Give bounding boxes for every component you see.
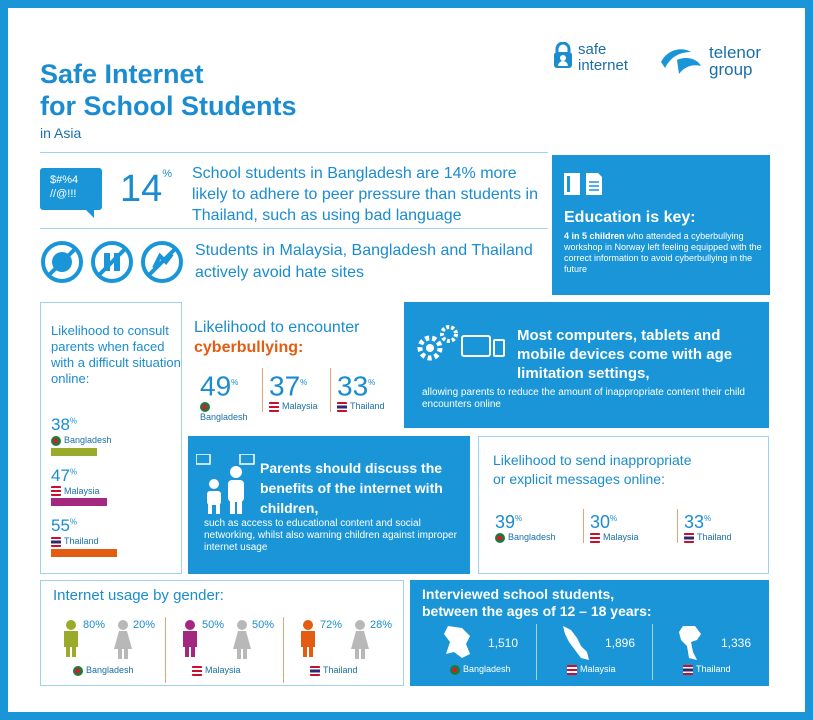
male-person-icon	[61, 619, 81, 659]
malaysia-flag-icon	[192, 666, 202, 676]
thailand-flag-icon	[683, 665, 693, 675]
gender-title: Internet usage by gender:	[53, 587, 224, 604]
gender-country	[310, 665, 358, 676]
bangladesh-flag-icon	[495, 533, 505, 543]
consult-country-name: Thailand	[64, 536, 99, 547]
explicit-country-name: Thailand	[697, 532, 732, 542]
education-bold: 4 in 5 children	[564, 231, 625, 241]
bubble-line-1: $#%4	[50, 174, 79, 186]
interviewed-panel	[410, 580, 769, 686]
malaysia-flag-icon	[269, 402, 279, 412]
cyberbullying-number: 37	[269, 370, 301, 402]
peer-pressure-number: 14	[120, 168, 163, 210]
explicit-number: 33	[684, 512, 705, 532]
cyberbullying-number: 49	[200, 370, 232, 402]
consult-value	[51, 415, 171, 435]
consult-country-name: Malaysia	[64, 485, 100, 496]
consult-country	[51, 435, 171, 446]
explicit-country-name: Malaysia	[603, 532, 639, 542]
cyberbullying-item	[262, 368, 324, 412]
consult-panel	[40, 302, 182, 574]
divider	[40, 152, 548, 153]
bangladesh-flag-icon	[200, 402, 210, 412]
malaysia-flag-icon	[590, 533, 600, 543]
age-limit-panel	[404, 302, 769, 428]
explicit-item	[583, 509, 671, 543]
thailand-flag-icon	[337, 402, 347, 412]
interviewed-list	[410, 624, 769, 680]
divider	[40, 228, 548, 229]
logo2-line1: telenor	[709, 43, 761, 62]
explicit-country	[590, 532, 671, 543]
consult-unit: %	[69, 517, 78, 527]
consult-number: 38	[51, 415, 70, 434]
explicit-list	[489, 509, 769, 557]
thailand-flag-icon	[310, 666, 320, 676]
cyberbullying-item	[330, 368, 392, 412]
female-person-icon	[113, 619, 133, 659]
page-subtitle: in Asia	[40, 125, 82, 141]
consult-number: 55	[51, 516, 70, 536]
consult-item	[51, 415, 171, 456]
title-line-1: Safe Internet	[40, 59, 204, 89]
discuss-panel	[188, 436, 470, 574]
explicit-item	[489, 509, 577, 543]
page-title	[40, 58, 297, 122]
consult-bar	[51, 549, 117, 557]
female-person-icon	[232, 619, 252, 659]
logo1-line1: safe	[578, 41, 607, 58]
interviewed-country-name: Thailand	[696, 664, 731, 674]
interviewed-country-name: Bangladesh	[463, 664, 511, 674]
interviewed-country	[450, 664, 511, 675]
thailand-flag-icon	[684, 533, 694, 543]
explicit-unit: %	[610, 514, 618, 523]
bangladesh-flag-icon	[51, 436, 61, 446]
logo2-line2: group	[709, 60, 753, 79]
cyberbullying-unit: %	[300, 378, 308, 387]
hate-sites-icons	[40, 240, 186, 289]
gender-item	[47, 617, 159, 683]
speech-bubble-icon	[40, 168, 102, 210]
gender-country	[192, 665, 241, 676]
peer-pressure-unit: %	[162, 168, 173, 180]
interviewed-value: 1,336	[721, 636, 752, 650]
bubble-line-2: //@!!!	[50, 188, 77, 200]
bangladesh-flag-icon	[73, 666, 83, 676]
interviewed-item	[652, 624, 762, 680]
consult-unit: %	[69, 416, 78, 426]
logo1-line2: internet	[578, 57, 629, 74]
malaysia-map-icon	[557, 624, 593, 662]
consult-value	[51, 516, 171, 536]
education-text	[564, 231, 764, 275]
interviewed-item	[420, 624, 530, 680]
male-percent: 50%	[202, 619, 225, 631]
gender-country-name: Thailand	[323, 665, 358, 675]
cyberbullying-title	[194, 318, 359, 358]
consult-country	[51, 536, 171, 547]
cyberbullying-unit: %	[231, 378, 239, 387]
interviewed-value: 1,896	[605, 636, 636, 650]
explicit-unit: %	[704, 514, 712, 523]
female-percent: 28%	[370, 619, 393, 631]
female-percent: 50%	[252, 619, 275, 631]
gender-list	[47, 617, 399, 683]
cyberbullying-title-2: cyberbullying:	[194, 339, 304, 356]
consult-unit: %	[69, 466, 78, 476]
cyberbullying-value	[200, 368, 256, 401]
gender-country	[73, 665, 134, 676]
title-line-2: for School Students	[40, 91, 297, 121]
cyberbullying-country	[337, 401, 392, 412]
peer-pressure-text: School students in Bangladesh are 14% more likely to adhere to peer pressure than students in Thailand, such as using bad language	[192, 165, 538, 224]
book-document-icon	[564, 173, 604, 197]
consult-item	[51, 466, 171, 507]
interviewed-item	[536, 624, 646, 680]
consult-bar	[51, 448, 97, 456]
consult-item	[51, 516, 171, 557]
discuss-text: such as access to educational content and social networking, whilst also warning children against improper internet usage	[204, 518, 457, 553]
telenor-propeller-icon	[657, 42, 703, 78]
explicit-item	[677, 509, 765, 543]
explicit-title: Likelihood to send inappropriate or explicit messages online:	[493, 452, 692, 487]
gender-country-name: Bangladesh	[86, 665, 134, 675]
explicit-unit: %	[515, 514, 523, 523]
consult-number: 47	[51, 465, 70, 485]
cyberbullying-value	[269, 368, 324, 401]
cyberbullying-number: 33	[337, 370, 369, 402]
female-person-icon	[350, 619, 370, 659]
interviewed-country	[683, 664, 731, 675]
interviewed-value: 1,510	[488, 636, 519, 650]
cyberbullying-unit: %	[368, 378, 376, 387]
explicit-country-name: Bangladesh	[508, 532, 556, 542]
cyberbullying-list	[194, 368, 399, 428]
gender-panel	[40, 580, 404, 686]
male-person-icon	[180, 619, 200, 659]
interviewed-title	[422, 586, 652, 620]
gender-country-name: Malaysia	[205, 665, 241, 675]
malaysia-flag-icon	[51, 486, 61, 496]
cyberbullying-title-1: Likelihood to encounter	[194, 319, 360, 336]
consult-country-name: Bangladesh	[64, 435, 112, 445]
explicit-value	[590, 509, 671, 532]
gender-item	[283, 617, 395, 683]
hate-sites-text: Students in Malaysia, Bangladesh and Thailand actively avoid hate sites	[195, 242, 533, 281]
bangladesh-flag-icon	[450, 665, 460, 675]
parent-child-icon	[196, 454, 256, 514]
no-hate-icon-2	[93, 243, 131, 281]
consult-country	[51, 486, 171, 497]
interviewed-country	[567, 664, 616, 675]
consult-list	[51, 415, 171, 567]
explicit-number: 30	[590, 512, 611, 532]
male-person-icon	[298, 619, 318, 659]
gears-devices-icon	[416, 322, 508, 366]
explicit-number: 39	[495, 512, 516, 532]
cyberbullying-country	[269, 401, 324, 412]
age-limit-text: allowing parents to reduce the amount of inappropriate content their child encounters online	[422, 387, 745, 410]
explicit-country	[495, 532, 577, 543]
bangladesh-map-icon	[440, 624, 476, 662]
explicit-value	[495, 509, 577, 532]
cyberbullying-value	[337, 368, 392, 401]
cyberbullying-country-name: Thailand	[350, 401, 385, 412]
consult-title: Likelihood to consult parents when faced with a difficult situation online:	[51, 323, 181, 386]
female-percent: 20%	[133, 619, 156, 631]
explicit-panel	[478, 436, 769, 574]
interviewed-title-1: Interviewed school students,	[422, 586, 615, 602]
thailand-map-icon	[673, 624, 709, 662]
education-title: Education is key:	[564, 209, 696, 226]
education-body: who attended a cyberbullying workshop in Norway left feeling equipped with the correct information to avoid cyberbullying in the future	[564, 231, 762, 274]
male-percent: 72%	[320, 619, 343, 631]
cyberbullying-country	[200, 401, 256, 422]
male-percent: 80%	[83, 619, 106, 631]
interviewed-title-2: between the ages of 12 – 18 years:	[422, 603, 652, 619]
cyberbullying-item	[194, 368, 256, 422]
explicit-country	[684, 532, 765, 543]
consult-value	[51, 466, 171, 486]
malaysia-flag-icon	[567, 665, 577, 675]
discuss-heading: Parents should discuss the benefits of the internet with children,	[260, 460, 443, 516]
thailand-flag-icon	[51, 537, 61, 547]
cyberbullying-country-name: Malaysia	[282, 401, 318, 412]
peer-pressure-value	[120, 168, 172, 211]
no-hate-icon-3	[143, 243, 181, 281]
cyberbullying-country-name: Bangladesh	[200, 411, 248, 422]
age-limit-heading: Most computers, tablets and mobile devices come with age limitation settings,	[517, 327, 733, 382]
explicit-value	[684, 509, 765, 532]
lock-person-icon	[552, 42, 574, 78]
interviewed-country-name: Malaysia	[580, 664, 616, 674]
no-hate-icon-1	[43, 243, 81, 281]
education-panel	[552, 155, 770, 295]
gender-item	[165, 617, 277, 683]
consult-bar	[51, 498, 107, 506]
